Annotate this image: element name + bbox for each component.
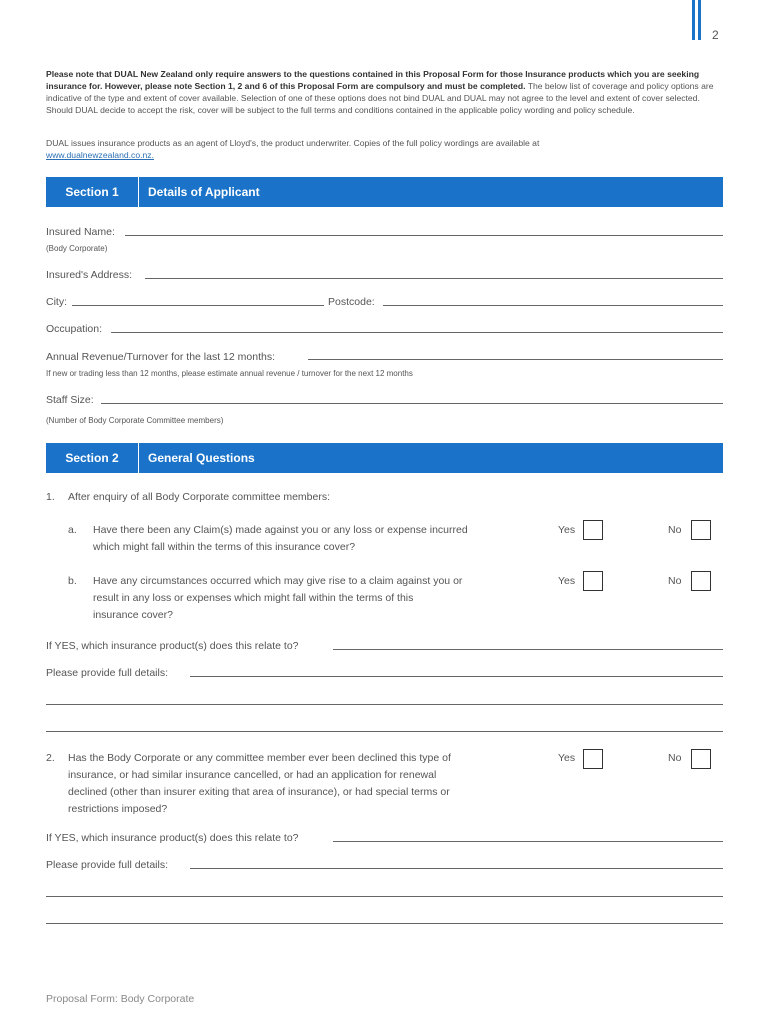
q1-text: After enquiry of all Body Corporate committee members: [68, 491, 331, 503]
dual-website-link[interactable]: www.dualnewzealand.co.nz. [46, 150, 154, 160]
q2-no-label: No [668, 752, 682, 764]
q1b-line: result in any loss or expenses which might fall within the terms of this [93, 592, 414, 604]
staff-size-field[interactable] [101, 403, 723, 404]
q1a-text [93, 522, 533, 556]
q2-text [68, 750, 528, 818]
insured-name-label: Insured Name: [46, 226, 115, 238]
q1-details-label: Please provide full details: [46, 667, 168, 679]
q1a-letter: a. [68, 524, 77, 536]
address-field[interactable] [145, 278, 723, 279]
q1b-line: insurance cover? [93, 609, 173, 621]
address-label: Insured's Address: [46, 269, 133, 281]
q2-line: restrictions imposed? [68, 803, 168, 815]
q1a-line: which might fall within the terms of this insurance cover? [93, 541, 356, 553]
q2-yes-checkbox[interactable] [583, 749, 603, 769]
insured-name-hint: (Body Corporate) [46, 244, 108, 253]
q1a-no-checkbox[interactable] [691, 520, 711, 540]
section-1-title: Details of Applicant [148, 185, 260, 199]
section-2-number: Section 2 [65, 451, 119, 465]
section-1-header [46, 177, 723, 207]
q1-details-line[interactable] [46, 731, 723, 732]
q2-line: Has the Body Corporate or any committee member ever been declined this type of [68, 752, 451, 764]
city-label: City: [46, 296, 67, 308]
section-2-header [46, 443, 723, 473]
page-number: 2 [712, 28, 719, 42]
page-footer: Proposal Form: Body Corporate [46, 993, 195, 1005]
occupation-label: Occupation: [46, 323, 103, 335]
q2-line: insurance, or had similar insurance cancelled, or had an application for renewal [68, 769, 437, 781]
section-divider [138, 177, 139, 207]
q1a-yes-checkbox[interactable] [583, 520, 603, 540]
q2-details-label: Please provide full details: [46, 859, 168, 871]
intro-regular-text: The below list of coverage and policy options are indicative of the type and extent of cover available. Selection of one of these options does not bind DUAL and DUAL may not agree to the level and extent of cover selected. Should DUAL decide to accept the risk, cover will be subject to the full terms and conditions contained in the applicable policy wording and policy schedule. [46, 81, 714, 115]
staff-size-hint: (Number of Body Corporate Committee members) [46, 416, 224, 425]
q1b-letter: b. [68, 575, 77, 587]
q2-yes-label: Yes [558, 752, 576, 764]
city-field[interactable] [72, 305, 324, 306]
occupation-field[interactable] [111, 332, 723, 333]
intro-note-text: DUAL issues insurance products as an agent of Lloyd's, the product underwriter. Copies of the full policy wordings are available at [46, 138, 540, 148]
q1a-yes-label: Yes [558, 524, 576, 536]
q2-number: 2. [46, 752, 55, 764]
q1b-yes-checkbox[interactable] [583, 571, 603, 591]
q1-product-field[interactable] [333, 649, 723, 650]
postcode-field[interactable] [383, 305, 723, 306]
q1b-no-label: No [668, 575, 682, 587]
intro-paragraph [46, 68, 722, 116]
postcode-label: Postcode: [328, 296, 375, 308]
staff-size-label: Staff Size: [46, 394, 94, 406]
section-divider [138, 443, 139, 473]
q1b-line: Have any circumstances occurred which may give rise to a claim against you or [93, 575, 463, 587]
insured-name-field[interactable] [125, 235, 723, 236]
q1b-text [93, 573, 533, 624]
section-2-title: General Questions [148, 451, 255, 465]
q1b-yes-label: Yes [558, 575, 576, 587]
header-accent-bar [698, 0, 701, 40]
q1-product-label: If YES, which insurance product(s) does this relate to? [46, 640, 299, 652]
q1-number: 1. [46, 491, 55, 503]
q2-line: declined (other than insurer exiting that area of insurance), or had special terms or [68, 786, 450, 798]
q2-no-checkbox[interactable] [691, 749, 711, 769]
section-1-number: Section 1 [65, 185, 119, 199]
q2-details-line[interactable] [46, 923, 723, 924]
q2-details-field[interactable] [190, 868, 723, 869]
q1b-no-checkbox[interactable] [691, 571, 711, 591]
q2-product-field[interactable] [333, 841, 723, 842]
q1a-line: Have there been any Claim(s) made against you or any loss or expense incurred [93, 524, 468, 536]
q1-details-field[interactable] [190, 676, 723, 677]
revenue-field[interactable] [308, 359, 723, 360]
intro-note [46, 137, 722, 161]
revenue-hint: If new or trading less than 12 months, please estimate annual revenue / turnover for the next 12 months [46, 369, 413, 378]
q2-details-line[interactable] [46, 896, 723, 897]
q1a-no-label: No [668, 524, 682, 536]
q2-product-label: If YES, which insurance product(s) does this relate to? [46, 832, 299, 844]
q1-details-line[interactable] [46, 704, 723, 705]
header-accent-bar [692, 0, 695, 40]
revenue-label: Annual Revenue/Turnover for the last 12 months: [46, 351, 275, 363]
intro-bold-text: Please note that DUAL New Zealand only require answers to the questions contained in this Proposal Form for those Insurance products which you are seeking insurance for. However, please note Section 1, 2 and 6 of this Proposal Form are compulsory and must be completed. [46, 69, 700, 91]
